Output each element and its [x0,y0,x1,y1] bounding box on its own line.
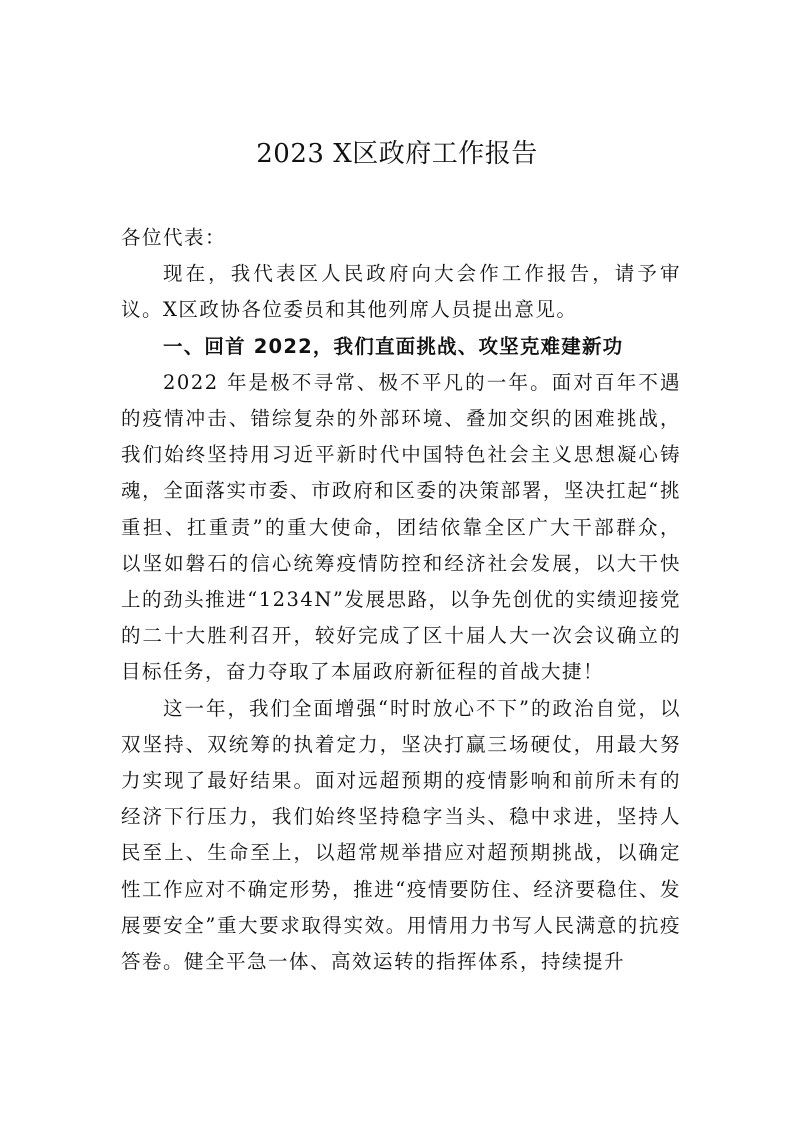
section-heading: 一、回首 2022，我们直面挑战、攻坚克难建新功 [163,334,624,358]
paragraph-review-2022: 2022 年是极不寻常、极不平凡的一年。面对百年不遇的疫情冲击、错综复杂的外部环境、叠加交织的困难挑战，我们始终坚持用习近平新时代中国特色社会主义思想凝心铸魂，全面落实市委、市政府和区委的决策部署，坚决扛起“挑重担、扛重责”的重大使命，团结依靠全区广大干部群众， 以坚如磐石的信心统筹疫情防控和经济社会发展，以大干快上的劲头推进“1234N”发展思路，以争先创优的实绩迎接党的二十大胜利召开，较好完成了区十届人大一次会议确立的目标任务，奋力夺取了本届政府新征程的首战大捷！ [121,370,681,684]
document-title: 2023 X区政府工作报告 [256,139,538,169]
salutation: 各位代表： [121,226,227,249]
paragraph-this-year: 这一年，我们全面增强“时时放心不下”的政治自觉，以双坚持、双统筹的执着定力，坚决打赢三场硬仗，用最大努力实现了最好结果。面对远超预期的疫情影响和前所未有的经济下行压力，我们始终坚持稳字当头、稳中求进，坚持人民至上、生命至上，以超常规举措应对超预期挑战，以确定性工作应对不确定形势，推进“疫情要防住、经济要稳住、发展要安全”重大要求取得实效。用情用力书写人民满意的抗疫答卷。健全平急一体、高效运转的指挥体系，持续提升 [121,696,681,974]
document-body [121,220,681,980]
paragraph-intro: 现在，我代表区人民政府向大会作工作报告，请予审议。X区政协各位委员和其他列席人员提出意见。 [121,262,681,322]
